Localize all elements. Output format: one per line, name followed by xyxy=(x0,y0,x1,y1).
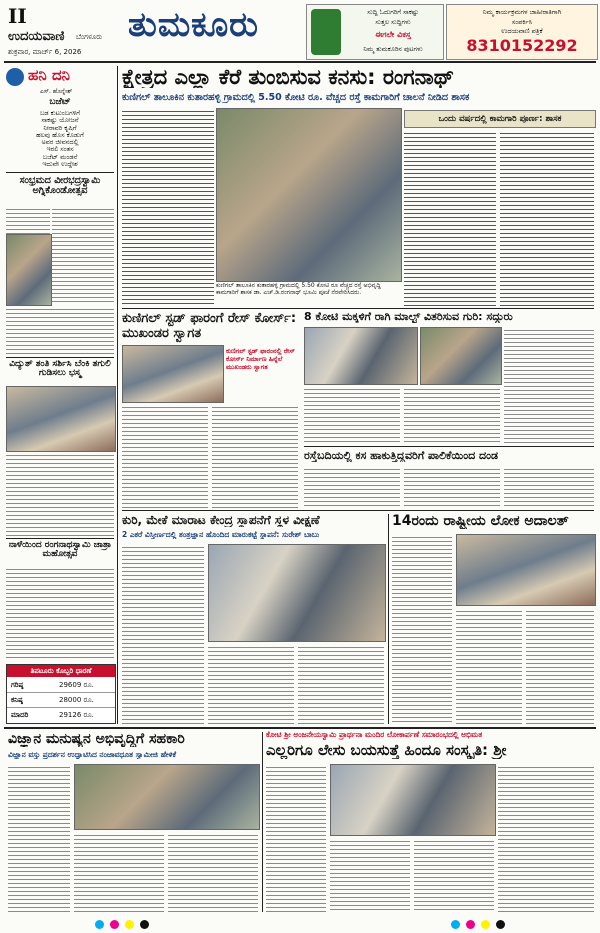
price-row xyxy=(7,708,115,722)
divider xyxy=(4,727,596,729)
ad2-line3: ಉದಯವಾಣಿ ಪತ್ರಿಕೆ xyxy=(501,27,543,35)
photo-students xyxy=(420,327,502,385)
poem-line: ಇದುವೇ ಉದ್ದೇಶ xyxy=(42,160,78,169)
column-rule xyxy=(388,514,389,724)
story-fire-headline: ವಿದ್ಯುತ್ ತಂತಿ ಸರ್ಶಿಸಿ ಬೆಂಕಿ ತಗುಲಿ ಗುಡಿಸಲು ಭಸ್ಮ xyxy=(9,359,111,379)
text-block xyxy=(414,838,494,912)
photo-leaders xyxy=(122,345,224,403)
divider xyxy=(6,172,114,173)
ad1-line3: ಈಗಲೇ ವಿಕಸ್ತ xyxy=(375,30,411,39)
story-jatre-headline: ನಾಳೆಯಿಂದ ರಂಗನಾಥಸ್ವಾಮಿ ಜಾತ್ರಾ ಮಹೋತ್ಸವ xyxy=(8,540,112,560)
divider xyxy=(6,357,114,358)
sheep-market-headline: ಕುರಿ, ಮೇಕೆ ಮಾರಾಟ ಕೇಂದ್ರ ಸ್ಥಾಪನೆಗೆ ಸ್ಥಳ ವೀಕ್ಷಣೆ xyxy=(122,514,320,527)
divider xyxy=(122,308,594,309)
text-block xyxy=(404,130,496,306)
text-block xyxy=(122,108,214,306)
price-label: ಕನಿಷ್ಠ xyxy=(11,696,23,704)
text-block xyxy=(266,764,326,912)
text-block xyxy=(122,404,208,508)
price-label: ಗರಿಷ್ಠ xyxy=(11,681,24,689)
ad-contact xyxy=(446,4,598,60)
poem-line: ಹಲವು ಹೊಸ ಕೊಡುಗೆ xyxy=(36,130,84,139)
racecourse-kicker: ಕುಣಿಗಲ್ ಸ್ಟಡ್ ಫಾರಂನಲ್ಲಿ ರೇಸ್ ಕೋರ್ಸ್ ನಿರ್ಮಾಣ ಹಿನ್ನೆಲೆ ಮುಖಂಡರು ಸ್ವಾಗತ xyxy=(226,347,295,371)
ad-subscribe xyxy=(306,4,444,60)
science-headline: ವಿಜ್ಞಾನ ಮನುಷ್ಯನ ಅಭಿವೃದ್ಧಿಗೆ ಸಹಕಾರಿ xyxy=(8,732,185,747)
photo-temple-event xyxy=(330,764,496,836)
photo-bhoomi-pooja xyxy=(216,108,402,282)
poem-body xyxy=(6,110,114,168)
lead-photo-caption: ಕುಣಿಗಲ್ ತಾಲೂಕಿನ ಕುತಾರಹಳ್ಳಿ ಗ್ರಾಮದಲ್ಲಿ 5.50 ಕೋಟಿ ರೂ ವೆಚ್ಚದ ರಸ್ತೆ ಅಭಿವೃದ್ಧಿ ಕಾಮಗಾರಿಗೆ ಶಾಸಕ ಡಾ. ಎಚ್.ಡಿ.ರಂಗನಾಥ್ ಭೂಮಿ ಪೂಜೆ ನೆರವೇರಿಸಿದರು. xyxy=(216,282,381,296)
brand-title: ಹನಿ ದನಿ xyxy=(28,66,70,84)
paper-name: ಉದಯವಾಣಿ xyxy=(8,29,65,44)
text-block xyxy=(8,764,70,912)
text-block xyxy=(52,206,114,304)
phone-graphic xyxy=(311,9,341,55)
photo-ragi-event xyxy=(304,327,418,385)
text-block xyxy=(6,206,50,234)
poem-line: ಅವರ ಜೀವನದಲ್ಲಿ xyxy=(41,138,79,147)
text-block xyxy=(500,130,594,306)
science-subhead: ವಿಜ್ಞಾನ ವಸ್ತು ಪ್ರದರ್ಶನ ಉದ್ಘಾಟಿಸಿದ ನಂಜಾವಧೂತ ಸ್ವಾಮೀಜಿ ಹೇಳಿಕೆ xyxy=(8,751,177,759)
divider xyxy=(6,538,114,539)
temple-kicker: ಕೋಟಿ ಶ್ರೀ ಅಂಜನೇಯಸ್ವಾಮಿ ಪ್ರಾರ್ಥನಾ ಮಂದಿರ ಲೋಕಾರ್ಪಣೆ ಸಮಾರಂಭದಲ್ಲಿ ಅಭಿಮತ xyxy=(266,730,483,739)
poem-line: ನೀರಾವರಿ ಕೃಷಿಗೆ xyxy=(43,123,77,132)
ragi-malt-headline: 8 ಕೋಟಿ ಮಕ್ಕಳಿಗೆ ರಾಗಿ ಮಾಲ್ಟ್ ವಿತರಿಸುವ ಗುರಿ: ಸದ್ಗುರು xyxy=(304,311,513,323)
text-block xyxy=(304,386,400,444)
hani-dani-box xyxy=(6,66,114,170)
text-block xyxy=(6,306,114,356)
price-row xyxy=(7,693,115,708)
text-block xyxy=(392,534,452,724)
lead-headline: ಕ್ಷೇತ್ರದ ಎಲ್ಲಾ ಕೆರೆ ತುಂಬಿಸುವ ಕನಸು: ರಂಗನಾಥ್ xyxy=(122,66,455,89)
text-block xyxy=(168,832,258,912)
print-registration-marks xyxy=(448,914,508,933)
photo-science-expo xyxy=(74,764,260,830)
poem-title: ಬಜೆಟ್ xyxy=(49,97,71,107)
ad1-line4: ನಿಮ್ಮ ತುಮಕೂರಿನ ಪುಟಗಳು xyxy=(363,45,423,53)
text-block xyxy=(526,608,594,724)
price-value: 29126 ರೂ. xyxy=(59,711,94,719)
divider xyxy=(304,446,594,447)
issue-date: ಶುಕ್ರವಾರ, ಮಾರ್ಚ್ 6, 2026 xyxy=(8,48,82,56)
text-block xyxy=(298,644,384,724)
city-title: ತುಮಕೂರು xyxy=(128,8,259,45)
ad-phone-number: 8310152292 xyxy=(466,36,578,55)
ad1-line2: ಸುತ್ತಲ ಸುದ್ದಿಗಳು xyxy=(375,18,411,26)
ad2-line1: ನಿಮ್ಮ ಕಾರ್ಯಕ್ರಮಗಳ ಜಾಹೀರಾತಿಗಾಗಿ xyxy=(482,8,562,16)
price-table-title: ತಿಪಟೂರು ಕೊಬ್ಬರಿ ಧಾರಣೆ xyxy=(7,665,115,677)
photo-site-visit xyxy=(208,544,386,642)
brand-drop-icon xyxy=(6,68,24,86)
poem-line: ಸಾಕಷ್ಟು ಯೋಜನೆ xyxy=(41,116,79,125)
column-rule xyxy=(262,732,263,912)
lead-side-headline: ಒಂದು ವರ್ಷದಲ್ಲಿ ಕಾಮಗಾರಿ ಪೂರ್ಣ: ಶಾಸಕ xyxy=(404,110,596,128)
ad1-line1: ಸುದ್ದಿ ಓದುಗರಿಗೆ ಸಾಕಷ್ಟು xyxy=(367,8,419,16)
story-veerabhadra-headline: ಸಂಭ್ರಮದ ವೀರಭದ್ರಸ್ವಾಮಿ ಅಗ್ನಿಕೊಂಡೋತ್ಸವ xyxy=(19,175,101,196)
column-rule xyxy=(117,66,118,724)
text-block xyxy=(498,764,594,912)
price-value: 29609 ರೂ. xyxy=(59,681,94,689)
text-block xyxy=(74,832,164,912)
text-block xyxy=(6,566,114,660)
text-block xyxy=(504,327,594,445)
sheep-market-subhead: 2 ಎಕರೆ ವಿಸ್ತೀರ್ಣದಲ್ಲಿ ತಂತ್ರಜ್ಞಾನ ಹೊಂದಿದ ಮಾರುಕಟ್ಟೆ ಸ್ಥಾಪನೆ: ಸುರೇಶ್ ಬಾಬು xyxy=(122,531,320,539)
text-block xyxy=(330,838,410,912)
lok-adalat-headline: 14ರಂದು ರಾಷ್ಟ್ರೀಯ ಲೋಕ ಅದಾಲತ್ xyxy=(392,514,569,529)
poem-line: ಬಡ ಕುಟುಂಬಗಳಿಗೆ xyxy=(39,109,81,117)
ad2-line2: ಸಂಪರ್ಕಿಸಿ xyxy=(511,18,533,26)
text-block xyxy=(122,544,204,724)
poem-line: ಇರಲಿ ಸಂತಸ xyxy=(46,145,74,154)
text-block xyxy=(208,644,294,724)
edition: ಬೆಂಗಳೂರು xyxy=(76,33,103,41)
text-block xyxy=(304,466,400,508)
divider xyxy=(122,510,594,511)
price-label: ಮಾದರಿ xyxy=(11,711,29,719)
text-block xyxy=(212,404,298,508)
text-block xyxy=(404,386,500,444)
text-block xyxy=(6,452,114,536)
photo-fire-walk xyxy=(6,234,52,306)
text-block xyxy=(504,466,594,508)
text-block xyxy=(404,466,500,508)
print-registration-marks xyxy=(92,914,152,933)
masthead-left xyxy=(6,6,126,56)
price-table xyxy=(6,664,116,724)
masthead-rule xyxy=(4,61,596,63)
brand-byline: ಎಸ್. ಹೊನ್ನೇಶ್ xyxy=(40,88,73,95)
text-block xyxy=(456,608,522,724)
price-rows xyxy=(7,678,115,722)
page-number: II xyxy=(8,4,27,28)
price-row xyxy=(7,678,115,693)
photo-hut-fire xyxy=(6,386,116,452)
racecourse-headline: ಕುಣಿಗಲ್ ಸ್ಟಡ್ ಫಾರಂಗೆ ರೇಸ್ ಕೋರ್ಸ್: ಮುಖಂಡರ ಸ್ವಾಗತ xyxy=(122,311,297,341)
photo-court-meeting xyxy=(456,534,596,606)
temple-headline: ಎಲ್ಲರಿಗೂ ಲೇಸು ಬಯಸುತ್ತೆ ಹಿಂದೂ ಸಂಸ್ಕೃತಿ: ಶ್ರೀ xyxy=(266,743,507,759)
fine-headline: ರಸ್ತೆಬದಿಯಲ್ಲಿ ಕಸ ಹಾಕುತ್ತಿದ್ದವರಿಗೆ ಪಾಲಿಕೆಯಿಂದ ದಂಡ xyxy=(304,450,498,462)
lead-subhead: ಕುಣಿಗಲ್ ತಾಲೂಕಿನ ಕುತಾರಹಳ್ಳಿ ಗ್ರಾಮದಲ್ಲಿ 5.50 ಕೋಟಿ ರೂ. ವೆಚ್ಚದ ರಸ್ತೆ ಕಾಮಗಾರಿಗೆ ಚಾಲನೆ ನೀಡಿದ ಶಾಸಕ xyxy=(122,93,470,103)
poem-line: ಬಜೆಟ್ ಮಂಡನೆ xyxy=(42,152,78,161)
price-value: 28000 ರೂ. xyxy=(59,696,94,704)
